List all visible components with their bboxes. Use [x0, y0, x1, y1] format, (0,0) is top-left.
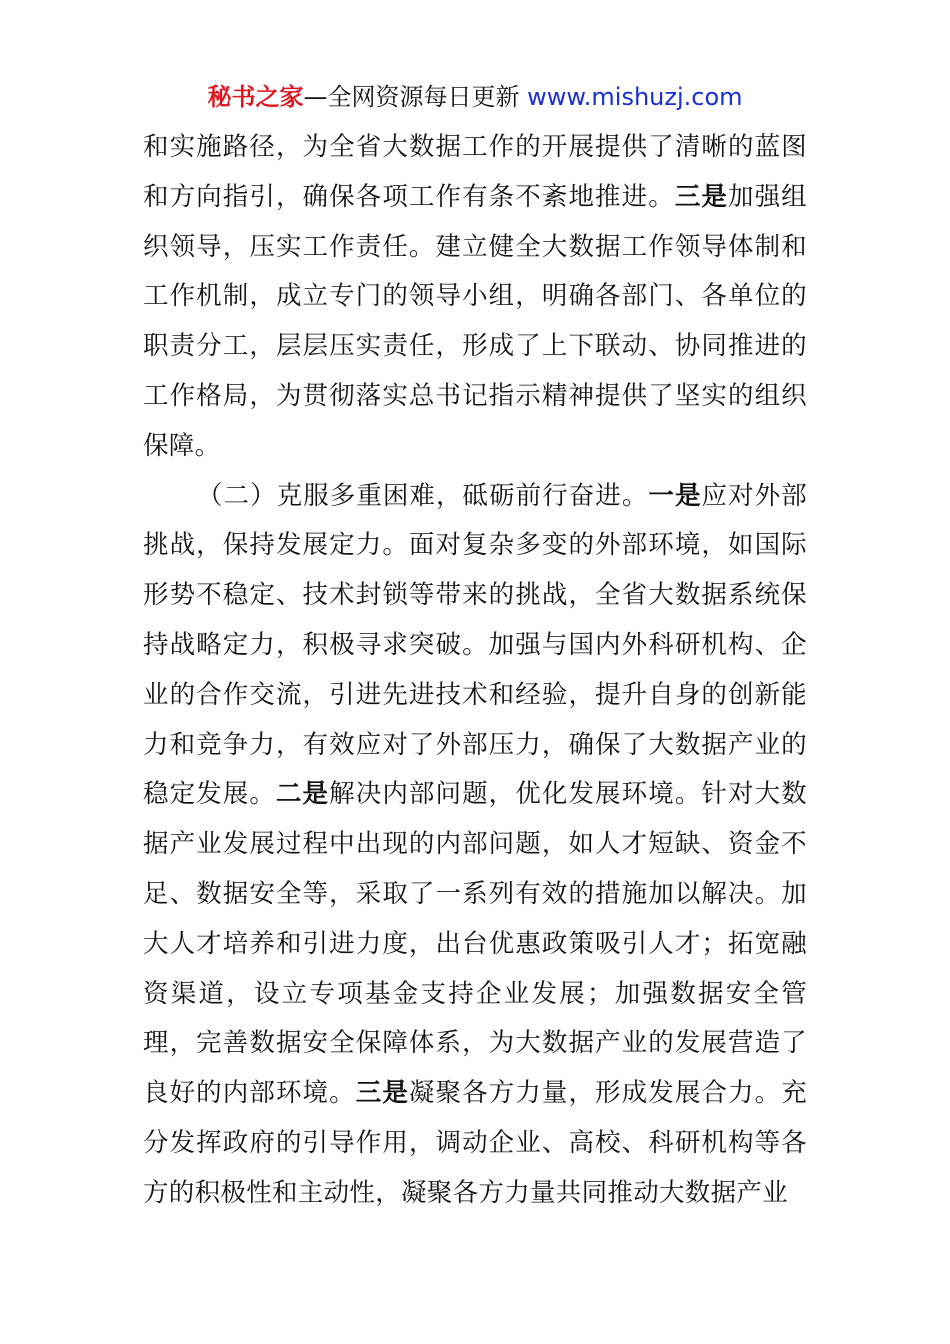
paragraph-continued — [143, 123, 807, 472]
text-segment: 应对外部挑战，保持发展定力。面对复杂多变的外部环境，如国际形势不稳定、技术封锁等带来的挑战，全省大数据系统保持战略定力，积极寻求突破。加强与国内外科研机构、企业的合作交流，引进先进技术和经验，提升自身的创新能力和竞争力，有效应对了外部压力，确保了大数据产业的稳定发展。 — [143, 480, 807, 810]
text-segment: 凝聚各方力量，形成发展合力。充分发挥政府的引导作用，调动企业、高校、科研机构等各方的积极性和主动性，凝聚各方力量共同推动大数据产业 — [143, 1078, 807, 1208]
bold-marker: 三是 — [355, 1078, 409, 1109]
section-heading: （二）克服多重困难，砥砺前行奋进。 — [197, 480, 649, 511]
bold-marker: 三是 — [674, 181, 728, 212]
text-segment: 解决内部问题，优化发展环境。针对大数据产业发展过程中出现的内部问题，如人才短缺、资金不足、数据安全等，采取了一系列有效的措施加以解决。加大人才培养和引进力度，出台优惠政策吸引人才；拓宽融资渠道，设立专项基金支持企业发展；加强数据安全管理，完善数据安全保障体系，为大数据产业的发展营造了良好的内部环境。 — [143, 779, 807, 1109]
page-header — [0, 80, 950, 114]
bold-marker: 二是 — [275, 779, 330, 810]
text-segment: 加强组织领导，压实工作责任。建立健全大数据工作领导体制和工作机制，成立专门的领导小组，明确各部门、各单位的职责分工，层层压实责任，形成了上下联动、协同推进的工作格局，为贯彻落实总书记指示精神提供了坚实的组织保障。 — [143, 181, 807, 461]
document-body — [143, 123, 807, 1219]
site-tagline: —全网资源每日更新 — [303, 83, 520, 111]
site-name: 秘书之家 — [207, 83, 304, 111]
text-segment: 和实施路径，为全省大数据工作的开展提供了清晰的蓝图和方向指引，确保各项工作有条不紊地推进。 — [143, 132, 807, 212]
site-url-link[interactable]: www.mishuzj.com — [527, 83, 743, 111]
bold-marker: 一是 — [648, 480, 702, 511]
paragraph-section-two — [143, 472, 807, 1219]
